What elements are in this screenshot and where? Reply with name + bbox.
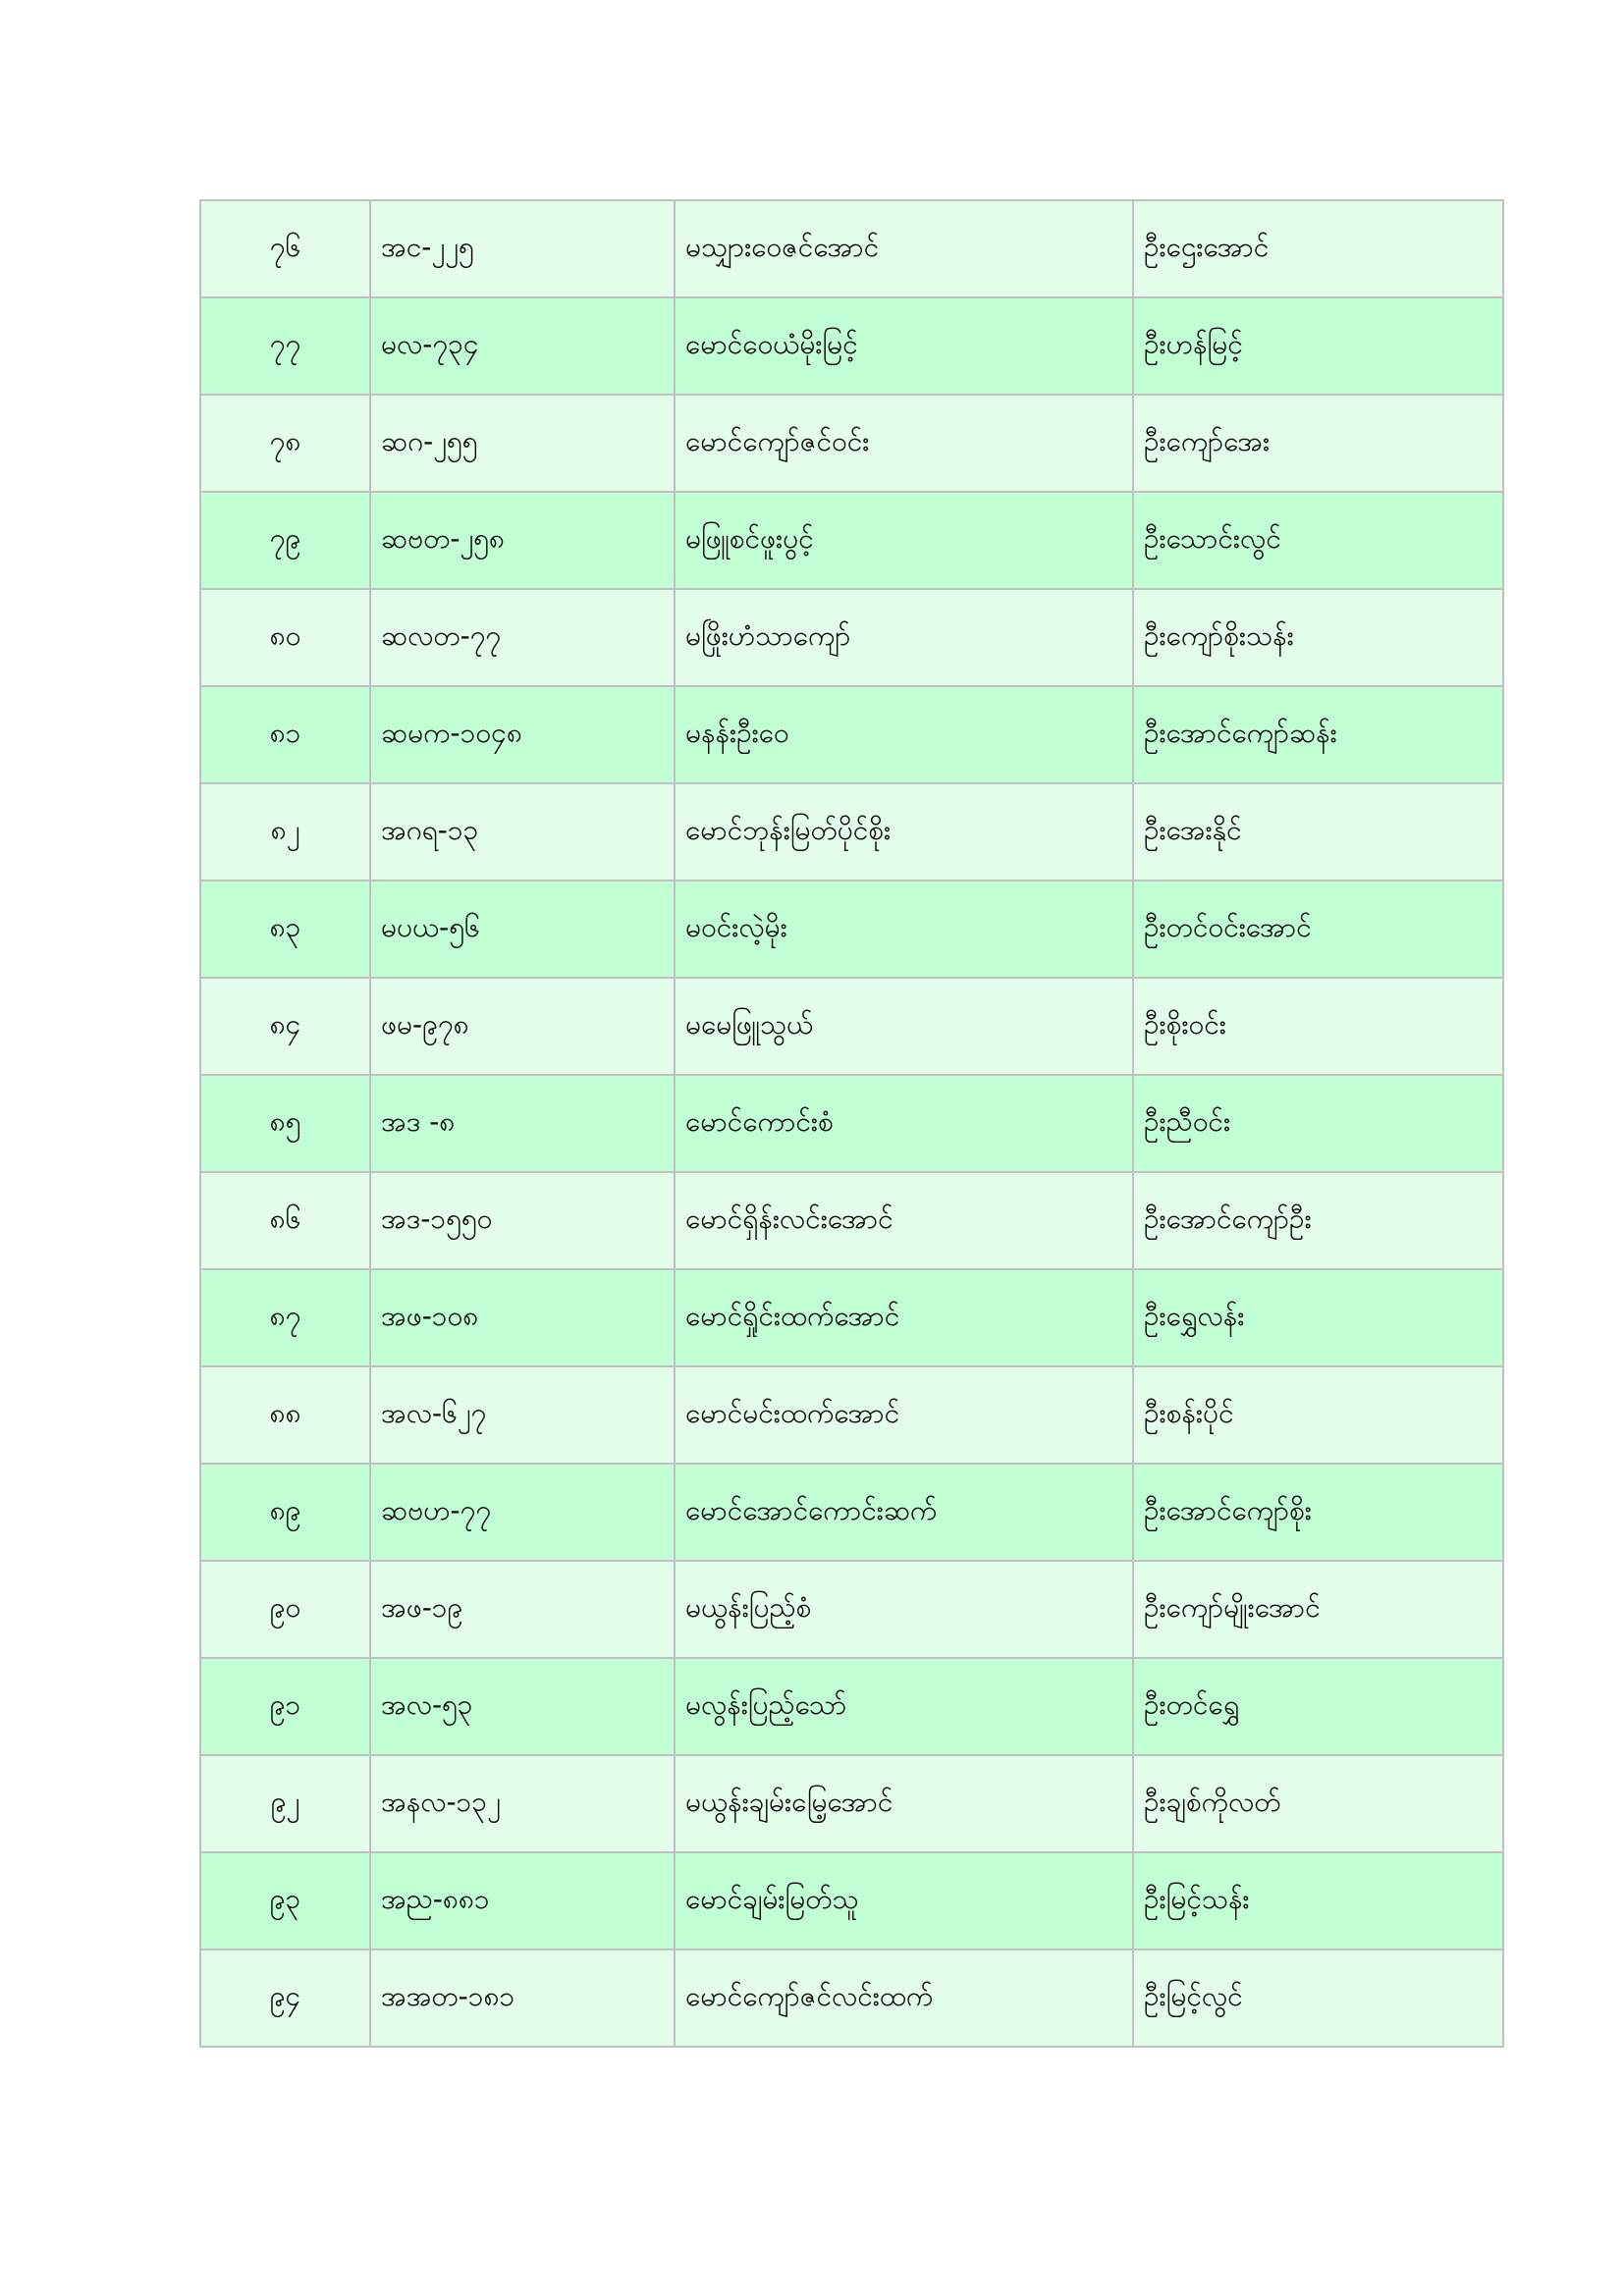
student-name-cell: မောင်ဝေယံမိုးမြင့် [675,297,1133,395]
registration-number-cell: အည-၈၈၁ [370,1852,675,1949]
student-name-cell: မမေဖြူသွယ် [675,978,1133,1075]
student-name-cell: မောင်အောင်ကောင်းဆက် [675,1464,1133,1561]
student-name-cell: မောင်ဘုန်းမြတ်ပိုင်စိုး [675,783,1133,881]
table-row [200,1852,1503,1949]
table-row [200,783,1503,881]
registration-number-cell: ဆလတ-၇၇ [370,589,675,686]
student-name-cell: မလွန်းပြည့်သော် [675,1658,1133,1755]
registration-number-cell: အင-၂၂၅ [370,200,675,297]
row-number-cell: ၈၈ [200,1366,370,1464]
student-name-cell: မဝင်းလဲ့မိုး [675,881,1133,978]
father-name-cell: ဦးကျော်စိုးသန်း [1133,589,1503,686]
registration-number-cell: ဆဂ-၂၅၅ [370,395,675,492]
row-number-cell: ၇၉ [200,492,370,589]
registration-number-cell: ဖမ-၉၇၈ [370,978,675,1075]
father-name-cell: ဦးကျော်အေး [1133,395,1503,492]
father-name-cell: ဦးအောင်ကျော်ဆန်း [1133,686,1503,783]
table-row [200,1561,1503,1658]
table-row [200,686,1503,783]
row-number-cell: ၈၅ [200,1075,370,1172]
row-number-cell: ၇၆ [200,200,370,297]
registration-number-cell: မလ-၇၃၄ [370,297,675,395]
registration-number-cell: အအတ-၁၈၁ [370,1949,675,2047]
father-name-cell: ဦးရွှေလန်း [1133,1269,1503,1366]
father-name-cell: ဦးအေးနိုင် [1133,783,1503,881]
row-number-cell: ၈၀ [200,589,370,686]
registration-number-cell: အဖ-၁၀၈ [370,1269,675,1366]
father-name-cell: ဦးချစ်ကိုလတ် [1133,1755,1503,1852]
father-name-cell: ဦးဌေးအောင် [1133,200,1503,297]
father-name-cell: ဦးစိုးဝင်း [1133,978,1503,1075]
table-row [200,1949,1503,2047]
table-row [200,881,1503,978]
table-row [200,1269,1503,1366]
table-row [200,492,1503,589]
registration-number-cell: အလ-၆၂၇ [370,1366,675,1464]
father-name-cell: ဦးတင်ရွှေ [1133,1658,1503,1755]
row-number-cell: ၉၀ [200,1561,370,1658]
table-row [200,1172,1503,1269]
row-number-cell: ၈၃ [200,881,370,978]
student-name-cell: မဖြိုးဟံသာကျော် [675,589,1133,686]
student-roster-table [199,199,1504,2048]
father-name-cell: ဦးမြင့်သန်း [1133,1852,1503,1949]
registration-number-cell: အဂရ-၁၃ [370,783,675,881]
father-name-cell: ဦးသောင်းလွင် [1133,492,1503,589]
registration-number-cell: ဆမက-၁၀၄၈ [370,686,675,783]
student-name-cell: မောင်ရှိန်းလင်းအောင် [675,1172,1133,1269]
row-number-cell: ၈၆ [200,1172,370,1269]
row-number-cell: ၈၇ [200,1269,370,1366]
father-name-cell: ဦးအောင်ကျော်စိုး [1133,1464,1503,1561]
father-name-cell: ဦးဟန်မြင့် [1133,297,1503,395]
student-name-cell: မောင်ကျော်ဇင်လင်းထက် [675,1949,1133,2047]
row-number-cell: ၇၈ [200,395,370,492]
father-name-cell: ဦးစန်းပိုင် [1133,1366,1503,1464]
student-name-cell: မသျှားဝေဇင်အောင် [675,200,1133,297]
student-name-cell: မောင်ကောင်းစံ [675,1075,1133,1172]
row-number-cell: ၈၄ [200,978,370,1075]
registration-number-cell: အဖ-၁၉ [370,1561,675,1658]
registration-number-cell: အဒ-၁၅၅၀ [370,1172,675,1269]
student-name-cell: မယွန်းပြည့်စံ [675,1561,1133,1658]
registration-number-cell: မပယ-၅၆ [370,881,675,978]
father-name-cell: ဦးအောင်ကျော်ဦး [1133,1172,1503,1269]
table-row [200,395,1503,492]
father-name-cell: ဦးညီဝင်း [1133,1075,1503,1172]
row-number-cell: ၈၁ [200,686,370,783]
student-name-cell: မနန်းဦးဝေ [675,686,1133,783]
registration-number-cell: ဆဗဟ-၇၇ [370,1464,675,1561]
row-number-cell: ၉၂ [200,1755,370,1852]
row-number-cell: ၉၄ [200,1949,370,2047]
row-number-cell: ၉၁ [200,1658,370,1755]
student-name-cell: မယွန်းချမ်းမြေ့အောင် [675,1755,1133,1852]
student-name-cell: မောင်ချမ်းမြတ်သူ [675,1852,1133,1949]
student-name-cell: မောင်ရှိုင်းထက်အောင် [675,1269,1133,1366]
table-row [200,978,1503,1075]
row-number-cell: ၈၉ [200,1464,370,1561]
table-row [200,1755,1503,1852]
student-name-cell: မဖြူစင်ဖူးပွင့် [675,492,1133,589]
table-row [200,297,1503,395]
registration-number-cell: အလ-၅၃ [370,1658,675,1755]
father-name-cell: ဦးမြင့်လွင် [1133,1949,1503,2047]
row-number-cell: ၈၂ [200,783,370,881]
registration-number-cell: အဒ -၈ [370,1075,675,1172]
table-row [200,1366,1503,1464]
father-name-cell: ဦးတင်ဝင်းအောင် [1133,881,1503,978]
row-number-cell: ၇၇ [200,297,370,395]
row-number-cell: ၉၃ [200,1852,370,1949]
table-row [200,1658,1503,1755]
student-name-cell: မောင်မင်းထက်အောင် [675,1366,1133,1464]
table-row [200,1075,1503,1172]
table-row [200,589,1503,686]
table-row [200,1464,1503,1561]
student-name-cell: မောင်ကျော်ဇင်ဝင်း [675,395,1133,492]
registration-number-cell: ဆဗတ-၂၅၈ [370,492,675,589]
father-name-cell: ဦးကျော်မျိုးအောင် [1133,1561,1503,1658]
roster-table-body [200,200,1503,2047]
registration-number-cell: အနလ-၁၃၂ [370,1755,675,1852]
table-row [200,200,1503,297]
